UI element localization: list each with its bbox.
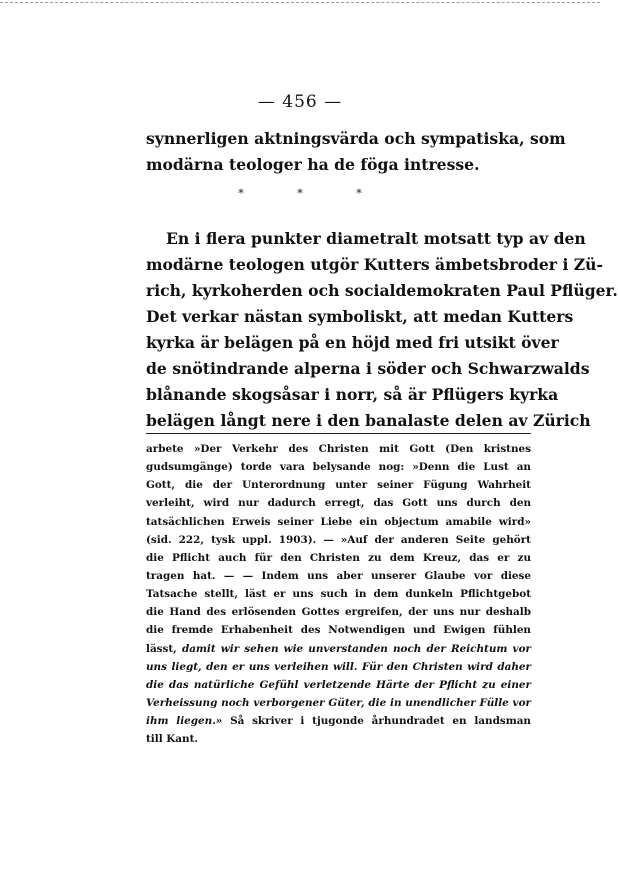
footnote	[146, 440, 531, 748]
asterisk-mark: *	[238, 187, 244, 200]
footnote-line	[146, 640, 531, 658]
footnote-italic-text: ihm liegen.»	[146, 715, 223, 728]
section-separator	[0, 187, 600, 200]
footnote-line: (sid. 222, tysk uppl. 1903). — »Auf der anderen Seite gehört	[146, 533, 531, 546]
text-line: modärne teologen utgör Kutters ämbetsbroder i Zü-	[146, 255, 603, 274]
text-line: de snötindrande alperna i söder och Schwarzwalds	[146, 359, 590, 378]
asterisk-mark: *	[356, 187, 362, 200]
footnote-plain-text: lässt,	[146, 642, 177, 655]
text-line: rich, kyrkoherden och socialdemokraten Paul Pflüger.	[146, 281, 618, 300]
asterisk-mark: *	[297, 187, 303, 200]
footnote-line: tragen hat. — — Indem uns aber unserer Glaube vor diese	[146, 569, 531, 582]
paragraph-pfluger	[146, 226, 618, 434]
footnote-italic-text: damit wir sehen wie unverstanden noch der Reichtum vor	[181, 642, 531, 655]
scan-top-edge	[0, 2, 600, 3]
text-line: Det verkar nästan symboliskt, att medan Kutters	[146, 307, 574, 326]
footnote-plain-text: Så skriver i tjugonde århundradet en landsman	[230, 715, 531, 728]
footnote-line: tatsächlichen Erweis seiner Liebe ein objectum amabile wird»	[146, 515, 531, 528]
footnote-line: arbete »Der Verkehr des Christen mit Gott (Den kristnes	[146, 443, 531, 455]
footnote-italic-line: uns liegt, den er uns verleihen will. Für den Christen wird daher	[146, 660, 531, 673]
text-line: En i flera punkter diametralt motsatt typ av den	[166, 229, 586, 248]
paragraph-continued	[146, 126, 566, 178]
text-line: kyrka är belägen på en höjd med fri utsikt över	[146, 333, 559, 352]
footnote-line: die Hand des erlösenden Gottes ergreifen, der uns nur deshalb	[146, 606, 531, 619]
text-line: modärna teologer ha de föga intresse.	[146, 155, 480, 174]
footnote-italic-line: Verheissung noch verborgener Güter, die in unendlicher Fülle vor	[146, 696, 531, 709]
footnote-line: die fremde Erhabenheit des Notwendigen und Ewigen fühlen	[146, 624, 531, 637]
page-number: — 456 —	[257, 92, 343, 112]
footnote-line: till Kant.	[146, 733, 198, 746]
footnote-italic-line: die das natürliche Gefühl verletzende Härte der Pflicht zu einer	[146, 678, 531, 691]
footnote-divider	[146, 433, 531, 434]
footnote-line: gudsumgänge) torde vara belysande nog: »Denn die Lust an	[146, 461, 531, 474]
footnote-line: verleiht, wird nur dadurch erregt, das Gott uns durch den	[146, 497, 531, 510]
text-line: blånande skogsåsar i norr, så är Pflügers kyrka	[146, 385, 559, 404]
text-line: belägen långt nere i den banalaste delen av Zürich	[146, 411, 591, 430]
footnote-line: Gott, die der Unterordnung unter seiner Fügung Wahrheit	[146, 479, 531, 492]
footnote-line: die Pflicht auch für den Christen zu dem Kreuz, das er zu	[146, 551, 531, 564]
text-line: synnerligen aktningsvärda och sympatiska, som	[146, 129, 566, 148]
footnote-line	[146, 712, 531, 730]
footnote-line: Tatsache stellt, läst er uns such in dem dunkeln Pflichtgebot	[146, 588, 531, 601]
